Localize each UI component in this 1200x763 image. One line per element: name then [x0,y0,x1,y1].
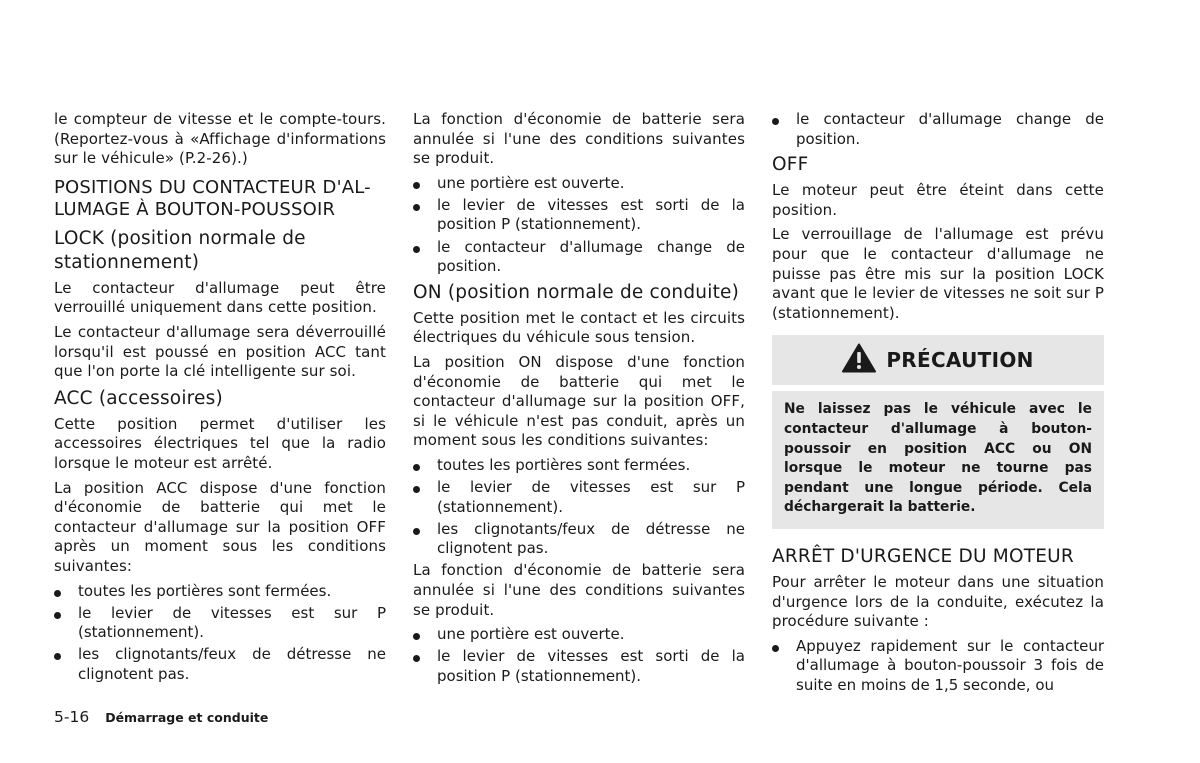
intro-paragraph: le compteur de vitesse et le compte-tours. (Reportez-vous à «Affichage d'informations sur le véhicule» (P.2-26).) [54,110,386,168]
emergency-heading: ARRÊT D'URGENCE DU MOTEUR [772,545,1074,567]
section-heading-positions: POSITIONS DU CONTACTEUR D'AL-LUMAGE À BOUTON-POUSSOIR [54,176,371,220]
bullet-icon [54,590,61,597]
warning-triangle-icon [842,343,876,377]
cancel-paragraph-1: La fonction d'économie de batterie sera annulée si l'une des conditions suivantes se produit. [413,110,745,168]
caution-title: PRÉCAUTION [886,348,1034,373]
bullet-icon [413,633,420,640]
bullet-icon [413,464,420,471]
column-2 [413,110,745,689]
bullet-icon [413,528,420,535]
bullet-icon [413,182,420,189]
list-item: le levier de vitesses est sur P (stationnement). [54,604,386,643]
list-item: une portière est ouverte. [413,625,745,645]
cancel-paragraph-2: La fonction d'économie de batterie sera annulée si l'une des conditions suivantes se produit. [413,561,745,619]
bullet-icon [772,118,779,125]
bullet-icon [54,612,61,619]
lock-paragraph-1: Le contacteur d'allumage peut être verrouillé uniquement dans cette position. [54,278,386,317]
emergency-paragraph: Pour arrêter le moteur dans une situation d'urgence lors de la conduite, exécutez la procédure suivante : [772,572,1104,631]
acc-bullet-list [54,582,386,685]
bullet-icon [413,655,420,662]
list-item: le contacteur d'allumage change de position. [772,110,1104,149]
acc-paragraph-2: La position ACC dispose d'une fonction d'économie de batterie qui met le contacteur d'allumage sur la position OFF après un moment sous les conditions suivantes: [54,478,386,575]
bullet-icon [413,246,420,253]
bullet-icon [413,486,420,493]
cancel-bullet-list-2 [413,625,745,686]
caution-header [772,335,1104,385]
list-item: le levier de vitesses est sorti de la position P (stationnement). [413,647,745,686]
caution-box [772,335,1104,529]
lock-paragraph-2: Le contacteur d'allumage sera déverrouillé lorsqu'il est poussé en position ACC tant que l'on porte la clé intelligente sur soi. [54,322,386,381]
off-heading: OFF [772,154,809,176]
caution-body: Ne laissez pas le véhicule avec le contacteur d'allumage à bouton-poussoir en position ACC ou ON lorsque le moteur ne tourne pas pendant une longue période. Cela déchargerait la batterie. [784,401,1092,516]
list-item: le contacteur d'allumage change de position. [413,238,745,277]
acc-heading: ACC (accessoires) [54,387,223,409]
column-1 [54,110,386,687]
list-item: les clignotants/feux de détresse ne clignotent pas. [54,645,386,684]
section-name: Démarrage et conduite [105,710,269,725]
page-number: 5-16 [54,708,90,726]
column-3 [772,110,1104,698]
on-paragraph-1: Cette position met le contact et les circuits électriques du véhicule sous tension. [413,308,745,347]
cancel-bullet-list-1 [413,174,745,277]
off-paragraph-1: Le moteur peut être éteint dans cette position. [772,181,1104,219]
on-heading: ON (position normale de conduite) [413,281,740,303]
list-item: les clignotants/feux de détresse ne clignotent pas. [413,520,745,559]
bullet-icon [772,645,779,652]
list-item: une portière est ouverte. [413,174,745,194]
on-paragraph-2: La position ON dispose d'une fonction d'économie de batterie qui met le contacteur d'allumage sur la position OFF, si le véhicule n'est pas conduit, après un moment sous les conditions suivantes: [413,352,745,450]
bullet-icon [413,204,420,211]
on-bullet-list [413,456,745,559]
emergency-bullet-list [772,637,1104,696]
acc-paragraph-1: Cette position permet d'utiliser les accessoires électriques tel que la radio lorsque le moteur est arrêté. [54,414,386,472]
list-item: Appuyez rapidement sur le contacteur d'allumage à bouton-poussoir 3 fois de suite en moins de 1,5 seconde, ou [772,637,1104,696]
continued-bullet-list [772,110,1104,149]
list-item: toutes les portières sont fermées. [413,456,745,476]
lock-heading: LOCK (position normale de stationnement) [54,227,306,273]
list-item: toutes les portières sont fermées. [54,582,386,602]
bullet-icon [54,653,61,660]
page-footer [54,708,268,726]
list-item: le levier de vitesses est sorti de la position P (stationnement). [413,196,745,235]
off-paragraph-2: Le verrouillage de l'allumage est prévu pour que le contacteur d'allumage ne puisse pas être mis sur la position LOCK avant que le levier de vitesses ne soit sur P (stationnement). [772,225,1104,322]
list-item: le levier de vitesses est sur P (stationnement). [413,478,745,517]
